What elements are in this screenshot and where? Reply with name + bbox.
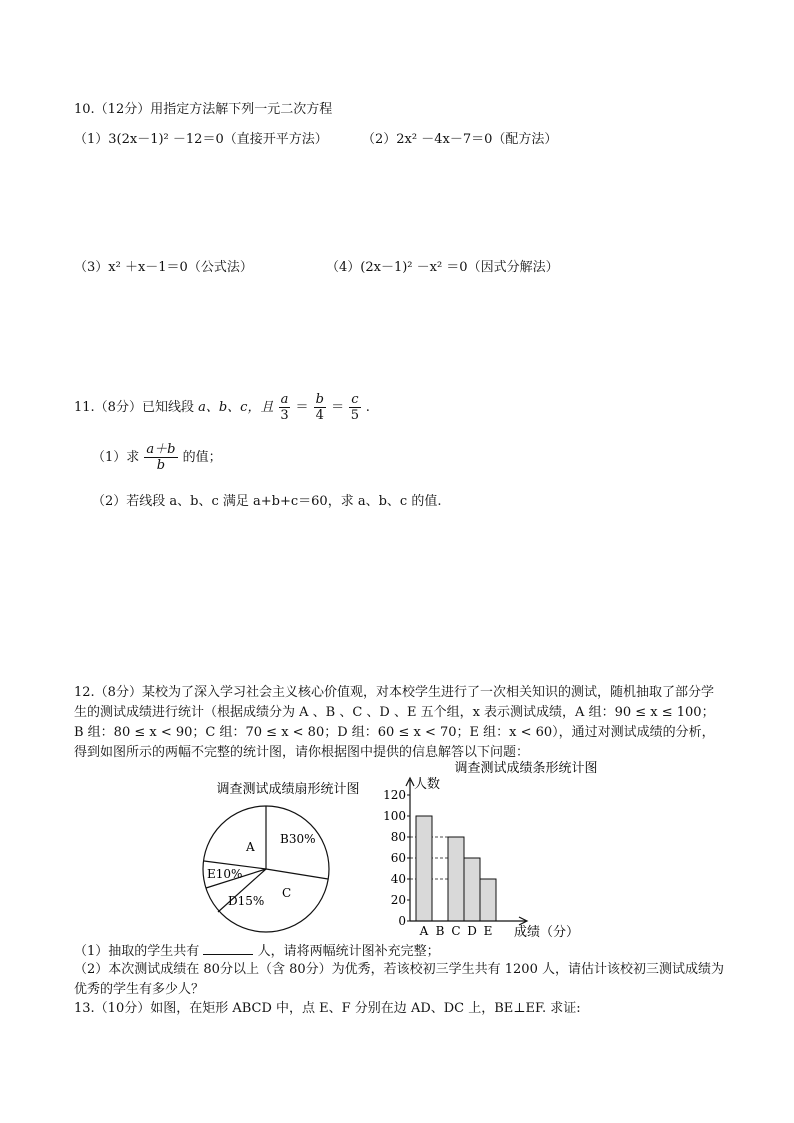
equals-sign: ＝ — [331, 400, 345, 415]
fraction-a-plus-b-over-b: $\frac{a+b}{b}$ — [146, 442, 176, 473]
q11-prefix: 11.（8分）已知线段 — [74, 400, 194, 415]
x-tick-label-d: D — [467, 924, 477, 938]
y-tick-label: 120 — [383, 788, 406, 802]
bar-e — [480, 879, 496, 921]
q12-question2: （2）本次测试成绩在 80分以上（含 80分）为优秀，若该校初三学生共有 1200 人，请估计该校初三测试成绩为优秀的学生有多少人？ — [74, 962, 724, 997]
pie-label-d: D15% — [228, 894, 265, 908]
q11-vars: a、b、c，且 — [198, 400, 274, 415]
x-tick-label-a: A — [419, 924, 429, 938]
q11-part2: （2）若线段 a、b、c 满足 a+b+c＝60，求 a、b、c 的值. — [92, 494, 442, 509]
pie-label-e: E10% — [207, 867, 243, 881]
pie-label-c: C — [282, 886, 292, 900]
y-tick-label: 0 — [398, 914, 406, 928]
fraction-b-4: $\frac{b}{4}$ — [315, 392, 324, 423]
y-tick-label: 60 — [390, 851, 406, 865]
x-tick-label-c: C — [451, 924, 461, 938]
x-axis-label: 成绩（分） — [514, 925, 580, 940]
q12-q1-text-a: （1）抽取的学生共有 — [74, 944, 200, 959]
q10-part3: （3）x² ＋x－1＝0（公式法） — [74, 260, 253, 275]
bar-d — [464, 858, 480, 921]
fraction-c-5: $\frac{c}{5}$ — [350, 392, 360, 423]
bars-group — [383, 788, 496, 938]
q10-part4: （4）(2x－1)² －x² ＝0（因式分解法） — [326, 260, 559, 275]
y-tick-label: 80 — [390, 830, 406, 844]
equals-sign: ＝ — [295, 400, 309, 415]
q11-part1 — [92, 442, 222, 473]
q11-part1-prefix: （1）求 — [92, 450, 140, 465]
bar-c — [448, 837, 464, 921]
q12-intro: 12.（8分）某校为了深入学习社会主义核心价值观，对本校学生进行了一次相关知识的测试，随机抽取了部分学生的测试成绩进行统计（根据成绩分为 A 、B 、C 、D 、E 五个组，x 表示测试成绩，A 组：90 ≤ x ≤ 100；B 组：80 ≤ x < 90；C 组：70 ≤ x < 80；D 组：60 ≤ x < 70；E 组：x < 60），通过对测试成绩的分析，得到如图所示的两幅不完整的统计图，请你根据图中提供的信息解答以下问题： — [74, 685, 715, 760]
y-tick-label: 20 — [390, 893, 406, 907]
answer-blank[interactable] — [203, 942, 253, 955]
period: . — [365, 400, 370, 415]
bar-chart-title: 调查测试成绩条形统计图 — [454, 761, 598, 776]
q11-statement — [74, 392, 370, 423]
q13-text: 13.（10分）如图，在矩形 ABCD 中，点 E、F 分别在边 AD、DC 上，BE⊥EF. 求证: — [74, 1001, 581, 1016]
x-tick-label-e: E — [483, 924, 493, 938]
pie-label-b: B30% — [280, 832, 316, 846]
y-tick-label: 40 — [390, 872, 406, 886]
y-axis-label: 人数 — [414, 777, 441, 792]
pie-chart-title: 调查测试成绩扇形统计图 — [216, 782, 360, 797]
pie-chart — [196, 775, 386, 945]
y-tick-label: 100 — [383, 809, 406, 823]
pie-label-a: A — [246, 840, 255, 854]
bar-a — [416, 816, 432, 921]
bar-chart — [366, 756, 606, 946]
q12-question1 — [74, 940, 440, 959]
q11-part1-suffix: 的值； — [182, 450, 222, 465]
q10-part2: （2）2x² －4x－7＝0（配方法） — [362, 132, 558, 147]
q12-q1-text-b: 人，请将两幅统计图补充完整； — [257, 944, 440, 959]
x-tick-label-b: B — [435, 924, 445, 938]
q10-part1: （1）3(2x－1)² －12＝0（直接开平方法） — [74, 132, 328, 147]
fraction-a-3: $\frac{a}{3}$ — [280, 392, 289, 423]
q10-title: 10.（12分）用指定方法解下列一元二次方程 — [74, 102, 333, 117]
